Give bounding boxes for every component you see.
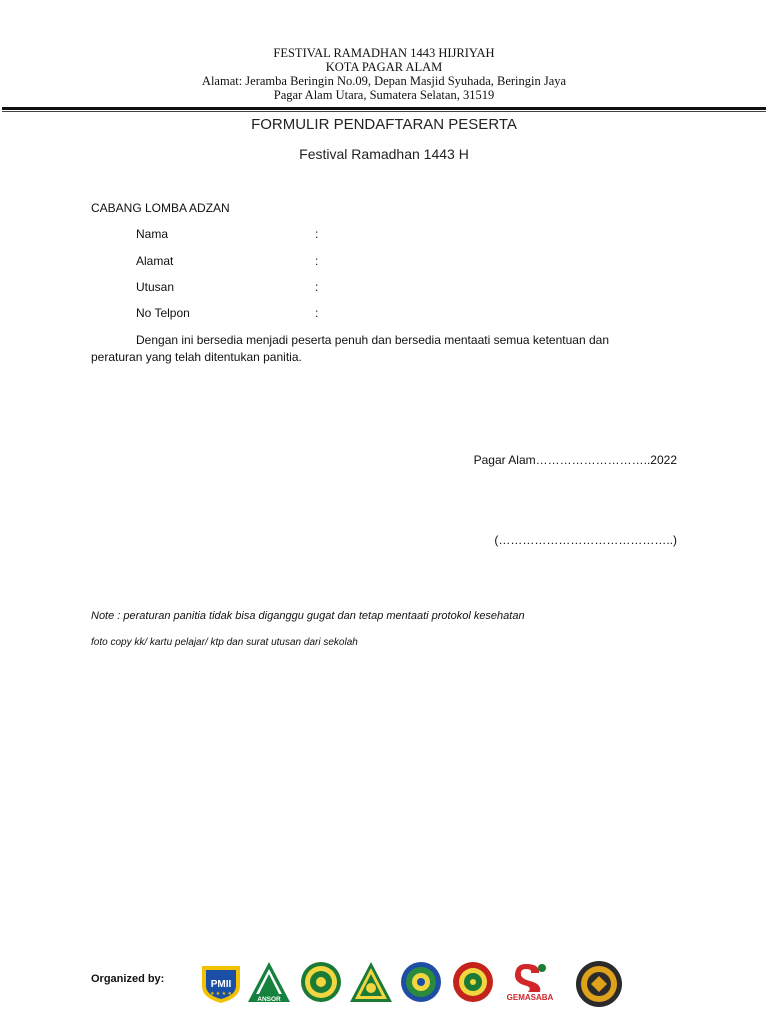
svg-text:PMII: PMII bbox=[210, 979, 232, 990]
field-label-utusan: Utusan bbox=[136, 280, 175, 294]
form-title: FORMULIR PENDAFTARAN PESERTA bbox=[251, 116, 517, 133]
organizer-logos bbox=[196, 960, 626, 1008]
letterhead-address-2: Pagar Alam Utara, Sumatera Selatan, 31519 bbox=[273, 88, 495, 102]
letterhead bbox=[0, 46, 768, 102]
field-label-no-telpon: No Telpon bbox=[136, 306, 190, 320]
letterhead-city: KOTA PAGAR ALAM bbox=[325, 60, 443, 74]
competition-branch: CABANG LOMBA ADZAN bbox=[91, 201, 230, 215]
organized-by-label: Organized by: bbox=[91, 973, 165, 985]
field-colon-no-telpon: : bbox=[315, 306, 319, 320]
ippnu-logo bbox=[298, 960, 344, 1004]
fatayat-logo bbox=[450, 960, 496, 1004]
field-label-nama: Nama bbox=[136, 227, 169, 241]
place-date-line: Pagar Alam………………………..2022 bbox=[473, 453, 677, 467]
field-colon-utusan: : bbox=[315, 280, 319, 294]
svg-text:GEMASABA: GEMASABA bbox=[506, 993, 554, 1002]
svg-text:ANSOR: ANSOR bbox=[257, 996, 281, 1003]
pagar-nusa-logo bbox=[348, 960, 394, 1004]
seal-logo bbox=[572, 960, 626, 1008]
letterhead-title: FESTIVAL RAMADHAN 1443 HIJRIYAH bbox=[273, 46, 495, 60]
field-colon-nama: : bbox=[315, 227, 319, 241]
form-subtitle: Festival Ramadhan 1443 H bbox=[299, 146, 469, 162]
gemasaba-logo bbox=[506, 960, 554, 1004]
note-documents: foto copy kk/ kartu pelajar/ ktp dan surat utusan dari sekolah bbox=[91, 637, 358, 648]
signature-line: (……………………………………..) bbox=[494, 533, 677, 547]
letterhead-address-1: Alamat: Jeramba Beringin No.09, Depan Masjid Syuhada, Beringin Jaya bbox=[201, 74, 567, 88]
field-label-alamat: Alamat bbox=[136, 254, 174, 268]
statement-paragraph: Dengan ini bersedia menjadi peserta penuh dan bersedia mentaati semua ketentuan dan peraturan yang telah ditentukan panitia. bbox=[91, 333, 609, 364]
note-rules: Note : peraturan panitia tidak bisa diganggu gugat dan tetap mentaati protokol kesehatan bbox=[91, 610, 525, 622]
header-divider-thin bbox=[2, 111, 766, 112]
ansor-logo bbox=[246, 960, 292, 1004]
ipnu-logo bbox=[398, 960, 444, 1004]
header-divider-thick bbox=[2, 107, 766, 110]
pmii-logo bbox=[198, 960, 244, 1004]
field-colon-alamat: : bbox=[315, 254, 319, 268]
svg-text:★ ★ ★ ★: ★ ★ ★ ★ bbox=[209, 991, 233, 997]
